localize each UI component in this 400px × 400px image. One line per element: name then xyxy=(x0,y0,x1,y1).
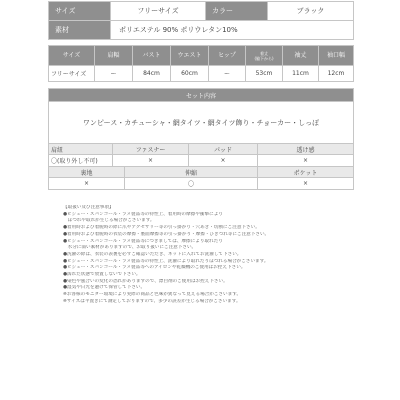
care-notes-title: 【取扱い及び注意事項】 xyxy=(63,205,114,210)
set-title: セット内容 xyxy=(49,89,354,102)
cuff-value-cell: 12cm xyxy=(319,66,354,82)
sheer-header: 透け感 xyxy=(258,144,354,155)
material-value: ポリエステル 90% ポリウレタン10% xyxy=(111,21,354,40)
shoulder-value-cell: ー xyxy=(95,66,133,82)
hip-value-cell: ー xyxy=(209,66,246,82)
pocket-value: × xyxy=(258,178,354,190)
care-note-line: ほつれや取れが生じる場合がございます。 xyxy=(63,218,155,224)
hip-header-cell: ヒップ xyxy=(209,46,246,66)
sheer-value: × xyxy=(258,155,354,167)
sleeve-header-cell: 袖丈 xyxy=(283,46,319,66)
pocket-header: ポケット xyxy=(258,167,354,178)
size-table xyxy=(48,45,354,82)
pad-value: × xyxy=(189,155,258,167)
pad-header: パッド xyxy=(189,144,258,155)
color-label: カラー xyxy=(206,2,268,21)
strap-value: 〇(取り外し不可) xyxy=(49,155,113,167)
features-value-row-2 xyxy=(49,178,354,190)
stretch-value: 〇 xyxy=(125,178,258,190)
care-note-line: ●ビジュー・スパンコール・ラメ製品等の特性上、洗濯により取れたりほつれる場合がございます。 xyxy=(63,258,269,264)
care-note-line: ●染色や風合いの変化の恐れがありますので、漂白剤のご使用はお控え下さい。 xyxy=(63,278,228,284)
care-note-line: ※サイズは平置きにて測定しておりますので、多少の誤差が生じる場合がございます。 xyxy=(63,298,241,304)
bust-header-cell: バスト xyxy=(133,46,171,66)
size-header-row xyxy=(49,46,354,66)
shoulder-header-cell: 肩幅 xyxy=(95,46,133,66)
care-note-line: ●ビジュー・スパンコール・ラメ製品等の特性上、着用時の摩擦や衝撃により xyxy=(63,211,223,217)
lining-header: 裏地 xyxy=(49,167,125,178)
color-value: ブラック xyxy=(268,2,354,21)
set-contents-table xyxy=(48,88,354,190)
size-value: フリーサイズ xyxy=(111,2,206,21)
care-note-line: ●ビジュー・スパンコール・ラメ製品等につきましては、摩擦により取れたり xyxy=(63,238,223,244)
length-value-cell: 53cm xyxy=(246,66,283,82)
material-label: 素材 xyxy=(49,21,111,40)
waist-value-cell: 60cm xyxy=(171,66,209,82)
care-note-line: ●湿気や日光を避けて保管して下さい。 xyxy=(63,285,146,291)
cuff-header-cell: 袖口幅 xyxy=(319,46,354,66)
care-note-line: ※お客様のモニター環境により実際の商品と色味が異なって見える場合がございます。 xyxy=(63,292,242,298)
bust-value-cell: 84cm xyxy=(133,66,171,82)
care-note-line: ●着用時および着脱時の際に爪やアクセサリー等の引っ掛かり・穴あき・切断にご注意下さい。 xyxy=(63,225,260,231)
care-note-line: ●洗濯の際は、衣装の表裏を必ずご確認いただき、ネットに入れてお洗濯して下さい。 xyxy=(63,251,242,257)
material-row xyxy=(49,21,354,40)
size-header-cell: サイズ xyxy=(49,46,95,66)
set-items: ワンピース・カチューシャ・網タイツ・網タイツ飾り・チョーカー・しっぽ xyxy=(49,102,354,144)
care-notes xyxy=(63,205,353,306)
size-value-row xyxy=(49,66,354,82)
basic-info-table xyxy=(48,1,354,40)
features-value-row xyxy=(49,155,354,167)
length-header-cell: 着丈 (脇下から) xyxy=(246,46,283,66)
sleeve-value-cell: 11cm xyxy=(283,66,319,82)
strap-header: 肩紐 xyxy=(49,144,113,155)
waist-header-cell: ウエスト xyxy=(171,46,209,66)
care-note-line: ●濡れた状態で放置しないで下さい。 xyxy=(63,272,141,278)
stretch-header: 伸縮 xyxy=(125,167,258,178)
size-label: サイズ xyxy=(49,2,111,21)
lining-value: × xyxy=(49,178,125,190)
features-header-row xyxy=(49,144,354,155)
set-title-row xyxy=(49,89,354,102)
care-note-line: 水分に弱い素材がありますので、お取り扱いにご注意下さい。 xyxy=(63,245,197,251)
care-note-line: ●ビジュー・スパンコール・ラメ製品等へのアイロンや乾燥機のご使用はお控え下さい。 xyxy=(63,265,246,271)
basic-info-row xyxy=(49,2,354,21)
care-note-line: ●着用時および着脱時の衣装の摩擦・裏面摩擦等の引っ掛かり・摩擦・ひきつれ等にご注意下さい。 xyxy=(63,231,270,237)
zipper-header: ファスナー xyxy=(113,144,189,155)
features-header-row-2 xyxy=(49,167,354,178)
zipper-value: × xyxy=(113,155,189,167)
size-value-cell: フリーサイズ xyxy=(49,66,95,82)
set-items-row xyxy=(49,102,354,144)
